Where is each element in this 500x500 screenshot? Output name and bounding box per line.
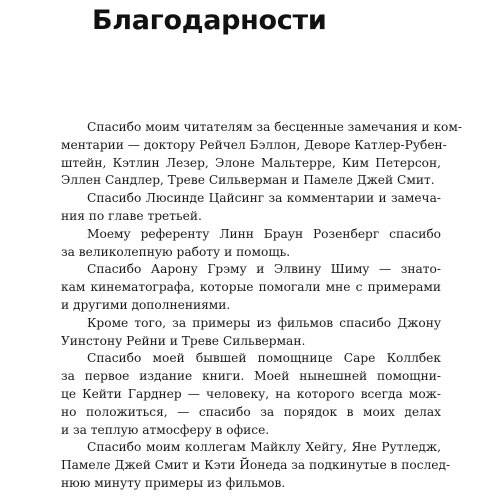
text-line: ментарии — доктору Рейчел Бэллон, Деворе Катлер-Рубен-	[61, 137, 447, 152]
paragraph	[61, 350, 441, 439]
text-line: це Кейти Гарднер — человеку, на которого всегда мож-	[61, 386, 441, 401]
text-line: но положиться, — спасибо за порядок в моих делах	[61, 404, 441, 419]
text-line: Спасибо моей бывшей помощнице Саре Коллбек	[87, 351, 441, 366]
text-line: за первое издание книги. Моей нынешней помощни-	[61, 369, 441, 384]
acknowledgements-text	[61, 119, 462, 493]
paragraph	[61, 190, 441, 226]
text-line: Спасибо моим коллегам Майклу Хейгу, Яне Рутледж,	[87, 440, 441, 455]
text-line: Спасибо моим читателям за бесценные замечания и ком-	[87, 120, 462, 134]
text-line: Эллен Сандлер, Треве Сильверман и Памеле Джей Смит.	[61, 173, 435, 188]
text-line: кам кинематографа, которые помогали мне с примерами	[61, 280, 441, 295]
text-line: штейн, Кэтлин Лезер, Элоне Мальтерре, Ким Петерсон,	[61, 155, 441, 170]
text-line: Спасибо Аарону Грэму и Элвину Шиму — знато-	[87, 262, 441, 277]
page-title: Благодарности	[92, 5, 327, 36]
paragraph	[61, 439, 451, 492]
text-line: за великолепную работу и помощь.	[61, 244, 291, 259]
paragraph	[61, 315, 441, 351]
text-line: нюю минуту примеры из фильмов.	[61, 475, 286, 490]
text-line: и другими дополнениями.	[61, 297, 231, 312]
text-line: Спасибо Люсинде Цайсинг за комментарии и замеча-	[87, 191, 441, 206]
text-line: Памеле Джей Смит и Кэти Йонеда за подкинутые в послед-	[61, 458, 451, 473]
paragraph	[61, 226, 441, 262]
text-line: и за теплую атмосферу в офисе.	[61, 422, 270, 437]
text-line: Уинстону Рейни и Треве Сильверман.	[61, 333, 306, 348]
text-line: ния по главе третьей.	[61, 208, 202, 223]
text-line: Моему референту Линн Браун Розенберг спасибо	[87, 226, 441, 241]
paragraph	[61, 119, 462, 190]
paragraph	[61, 261, 441, 314]
text-line: Кроме того, за примеры из фильмов спасибо Джону	[87, 315, 441, 330]
